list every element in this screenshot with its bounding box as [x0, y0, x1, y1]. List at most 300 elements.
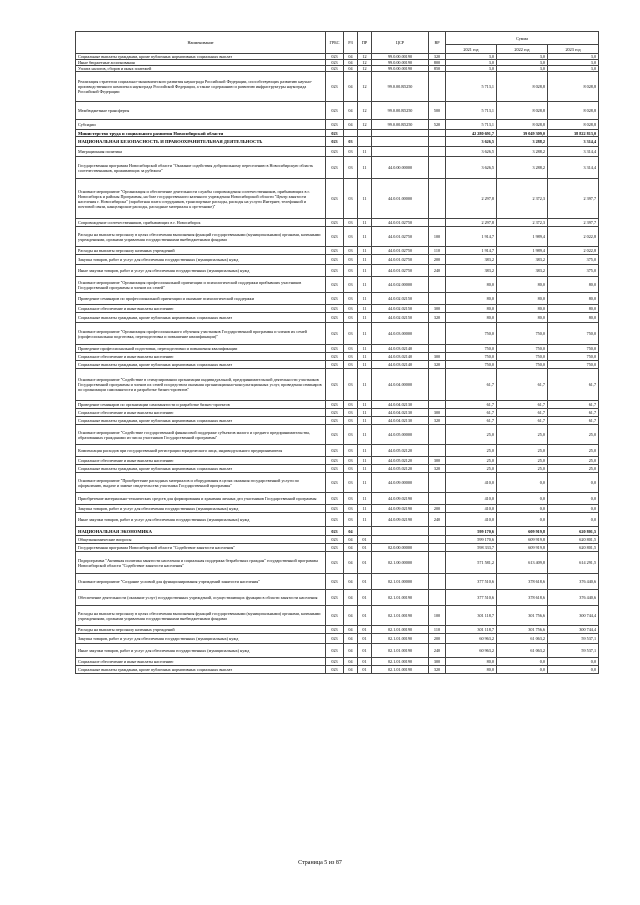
table-row: [76, 425, 599, 445]
pr-cell: 11: [358, 157, 372, 179]
value-2021: 410,0: [446, 493, 497, 505]
table-row: [76, 505, 599, 513]
row-name: Миграционная политика: [76, 147, 326, 157]
row-name: Расходы на выплаты персоналу в целях обеспечения выполнения функций государственными (муниципальными) органами, казенными учреждениями, органами управления государственными внебюджетными фондами: [76, 606, 326, 626]
vr-cell: [429, 323, 446, 345]
value-2022: 0,0: [497, 658, 548, 666]
value-2022: 8 028,8: [497, 102, 548, 120]
csr-cell: 02.0.00.00000: [372, 544, 429, 552]
row-name: Иные закупки товаров, работ и услуг для обеспечения государственных (муниципальных) нужд: [76, 644, 326, 658]
value-2022: 609 919,8: [497, 536, 548, 544]
grbs-cell: 023: [326, 179, 344, 219]
rz-cell: 04: [344, 626, 358, 634]
pr-cell: [358, 137, 372, 147]
vr-cell: 100: [429, 606, 446, 626]
row-name: Реализация стратегии социально-экономического развития наукограда Российской Федерации, способствующих развитию научно-производственного комплекса наукограда Российской Федерации, а также содержанию и развитию инфраструктуры наукограда Российской Федерации: [76, 72, 326, 102]
grbs-cell: 023: [326, 313, 344, 323]
csr-cell: 44.0.04.00000: [372, 369, 429, 401]
value-2022: 80,0: [497, 313, 548, 323]
row-name: Межбюджетные трансферты: [76, 102, 326, 120]
header-pr: ПР: [358, 32, 372, 54]
pr-cell: [358, 130, 372, 137]
value-2023: 61,7: [548, 401, 599, 409]
row-name: Обеспечение деятельности (оказание услуг) государственных учреждений, осуществляющих функции в области занятости населения: [76, 590, 326, 606]
csr-cell: 99.0.00.R5250: [372, 102, 429, 120]
grbs-cell: 023: [326, 590, 344, 606]
rz-cell: 03: [344, 445, 358, 457]
rz-cell: 04: [344, 544, 358, 552]
table-body: [76, 54, 599, 674]
grbs-cell: 023: [326, 527, 344, 536]
value-2022: 383,2: [497, 265, 548, 277]
csr-cell: 02.1.01.00190: [372, 590, 429, 606]
vr-cell: 240: [429, 513, 446, 527]
pr-cell: 12: [358, 72, 372, 102]
grbs-cell: 023: [326, 401, 344, 409]
row-name: Проведение семинаров по организации самозанятости и разработке бизнес-проектов: [76, 401, 326, 409]
value-2021: 301 118,7: [446, 626, 497, 634]
grbs-cell: 023: [326, 445, 344, 457]
row-name: Проведение семинаров по профессиональной ориентации и оказание психологической поддержки: [76, 293, 326, 305]
pr-cell: 01: [358, 666, 372, 674]
grbs-cell: 023: [326, 54, 344, 60]
grbs-cell: 023: [326, 305, 344, 313]
row-name: Государственная программа Новосибирской области "Содействие занятости населения": [76, 544, 326, 552]
table-row: [76, 247, 599, 255]
value-2021: 5 713,1: [446, 120, 497, 130]
value-2023: 376 440,6: [548, 590, 599, 606]
row-name: Компенсация расходов при государственной регистрации юридического лица, индивидуального предпринимателя: [76, 445, 326, 457]
rz-cell: 04: [344, 120, 358, 130]
pr-cell: 11: [358, 323, 372, 345]
value-2022: 61,7: [497, 417, 548, 425]
value-2023: 750,0: [548, 361, 599, 369]
value-2021: 80,0: [446, 277, 497, 293]
value-2021: 301 118,7: [446, 606, 497, 626]
value-2023: 0,0: [548, 666, 599, 674]
value-2022: 3,0: [497, 60, 548, 66]
pr-cell: 11: [358, 227, 372, 247]
vr-cell: 320: [429, 54, 446, 60]
value-2023: 61,7: [548, 417, 599, 425]
csr-cell: 02.1.01.00190: [372, 644, 429, 658]
value-2023: 3 314,4: [548, 157, 599, 179]
vr-cell: [429, 574, 446, 590]
csr-cell: 02.1.01.00190: [372, 634, 429, 644]
pr-cell: 11: [358, 409, 372, 417]
value-2022: 613 409,8: [497, 552, 548, 574]
pr-cell: 11: [358, 473, 372, 493]
pr-cell: 11: [358, 369, 372, 401]
pr-cell: 12: [358, 54, 372, 60]
row-name: Подпрограмма "Активная политика занятости населения и социальная поддержка безработных граждан" государственной программы Новосибирской области "Содействие занятости населения": [76, 552, 326, 574]
value-2021: 750,0: [446, 345, 497, 353]
table-row: [76, 255, 599, 265]
header-csr: ЦСР: [372, 32, 429, 54]
rz-cell: 03: [344, 313, 358, 323]
rz-cell: 03: [344, 219, 358, 227]
rz-cell: 03: [344, 255, 358, 265]
value-2021: 3 626,5: [446, 137, 497, 147]
vr-cell: [429, 445, 446, 457]
grbs-cell: 023: [326, 493, 344, 505]
grbs-cell: 023: [326, 505, 344, 513]
value-2022: 750,0: [497, 353, 548, 361]
value-2022: 1 989,4: [497, 247, 548, 255]
value-2021: 410,0: [446, 513, 497, 527]
pr-cell: 11: [358, 179, 372, 219]
value-2023: 614 291,5: [548, 552, 599, 574]
value-2022: 8 028,8: [497, 120, 548, 130]
grbs-cell: 023: [326, 473, 344, 493]
value-2023: 2 397,7: [548, 179, 599, 219]
row-name: Социальное обеспечение и иные выплаты населению: [76, 409, 326, 417]
rz-cell: 03: [344, 147, 358, 157]
table-row: [76, 527, 599, 536]
csr-cell: 44.0.09.00000: [372, 473, 429, 493]
rz-cell: 03: [344, 401, 358, 409]
row-name: Иные бюджетные ассигнования: [76, 60, 326, 66]
grbs-cell: 023: [326, 66, 344, 72]
grbs-cell: 023: [326, 361, 344, 369]
value-2023: 0,0: [548, 513, 599, 527]
rz-cell: 04: [344, 606, 358, 626]
row-name: Основное мероприятие "Содействие в стимулировании организации индивидуальной, предпринимательской деятельности участников Государственной программы и членов их семей посредством оказания организационно-консультационных услуг, проведения семинаров по организации самозанятости и разработке бизнес-проектов": [76, 369, 326, 401]
rz-cell: 04: [344, 527, 358, 536]
grbs-cell: 023: [326, 634, 344, 644]
vr-cell: 320: [429, 666, 446, 674]
pr-cell: 01: [358, 552, 372, 574]
grbs-cell: 023: [326, 147, 344, 157]
csr-cell: 44.0.01.00000: [372, 179, 429, 219]
pr-cell: 01: [358, 536, 372, 544]
grbs-cell: 023: [326, 323, 344, 345]
value-2022: 2 372,3: [497, 179, 548, 219]
csr-cell: [372, 130, 429, 137]
value-2023: 80,0: [548, 313, 599, 323]
pr-cell: 11: [358, 505, 372, 513]
rz-cell: 04: [344, 644, 358, 658]
pr-cell: 12: [358, 102, 372, 120]
csr-cell: 02.1.01.00000: [372, 574, 429, 590]
pr-cell: 11: [358, 247, 372, 255]
pr-cell: 01: [358, 544, 372, 552]
value-2023: 750,0: [548, 353, 599, 361]
vr-cell: [429, 590, 446, 606]
pr-cell: 12: [358, 60, 372, 66]
table-row: [76, 293, 599, 305]
table-row: [76, 72, 599, 102]
value-2022: 1 989,4: [497, 227, 548, 247]
vr-cell: 300: [429, 353, 446, 361]
vr-cell: 300: [429, 658, 446, 666]
pr-cell: 11: [358, 147, 372, 157]
rz-cell: 04: [344, 102, 358, 120]
vr-cell: 320: [429, 465, 446, 473]
value-2023: 750,0: [548, 345, 599, 353]
csr-cell: 44.0.03.00000: [372, 323, 429, 345]
rz-cell: 03: [344, 353, 358, 361]
value-2023: 80,0: [548, 277, 599, 293]
csr-cell: 44.0.05.02120: [372, 465, 429, 473]
value-2023: 59 537,1: [548, 634, 599, 644]
pr-cell: 11: [358, 219, 372, 227]
vr-cell: [429, 401, 446, 409]
value-2022: 301 756,6: [497, 606, 548, 626]
rz-cell: 03: [344, 425, 358, 445]
csr-cell: 44.0.01.02750: [372, 255, 429, 265]
value-2022: 3 288,2: [497, 157, 548, 179]
value-2023: 80,0: [548, 293, 599, 305]
value-2022: 61,7: [497, 409, 548, 417]
rz-cell: 03: [344, 369, 358, 401]
value-2021: 383,2: [446, 265, 497, 277]
value-2021: 61,7: [446, 417, 497, 425]
value-2023: 300 744,4: [548, 606, 599, 626]
value-2022: 25,0: [497, 425, 548, 445]
value-2023: 3,0: [548, 66, 599, 72]
csr-cell: 02.1.01.00190: [372, 606, 429, 626]
grbs-cell: 023: [326, 425, 344, 445]
grbs-cell: 023: [326, 457, 344, 465]
csr-cell: 02.1.01.00190: [372, 626, 429, 634]
rz-cell: 04: [344, 72, 358, 102]
csr-cell: [372, 527, 429, 536]
grbs-cell: 023: [326, 247, 344, 255]
csr-cell: 44.0.04.02130: [372, 401, 429, 409]
value-2021: 61,7: [446, 369, 497, 401]
value-2023: 375,0: [548, 265, 599, 277]
csr-cell: 44.0.09.02190: [372, 513, 429, 527]
value-2023: 61,7: [548, 409, 599, 417]
value-2023: 620 801,5: [548, 527, 599, 536]
grbs-cell: 023: [326, 227, 344, 247]
row-name: Закупка товаров, работ и услуг для обеспечения государственных (муниципальных) нужд: [76, 634, 326, 644]
value-2021: 61,7: [446, 409, 497, 417]
table-row: [76, 626, 599, 634]
vr-cell: 300: [429, 409, 446, 417]
rz-cell: 04: [344, 666, 358, 674]
vr-cell: [429, 527, 446, 536]
table-row: [76, 305, 599, 313]
value-2023: 0,0: [548, 473, 599, 493]
rz-cell: 04: [344, 60, 358, 66]
row-name: Приобретение материально-технических средств для формирования и хранения личных дел участников Государственной программы: [76, 493, 326, 505]
value-2023: 376 440,6: [548, 574, 599, 590]
grbs-cell: 023: [326, 606, 344, 626]
grbs-cell: 023: [326, 137, 344, 147]
value-2022: 609 919,8: [497, 544, 548, 552]
vr-cell: [429, 219, 446, 227]
value-2021: 599 170,6: [446, 527, 497, 536]
value-2022: 383,2: [497, 255, 548, 265]
row-name: Социальные выплаты гражданам, кроме публичных нормативных социальных выплат: [76, 54, 326, 60]
value-2021: 377 510,6: [446, 590, 497, 606]
vr-cell: [429, 72, 446, 102]
table-row: [76, 130, 599, 137]
pr-cell: 01: [358, 590, 372, 606]
page-number: Страница 5 из 87: [298, 860, 342, 866]
csr-cell: 02.1.01.00190: [372, 666, 429, 674]
value-2023: 2 022,8: [548, 247, 599, 255]
pr-cell: 11: [358, 401, 372, 409]
grbs-cell: 023: [326, 369, 344, 401]
value-2021: 410,0: [446, 473, 497, 493]
row-name: Социальное обеспечение и иные выплаты населению: [76, 353, 326, 361]
value-2023: 750,0: [548, 323, 599, 345]
table-row: [76, 353, 599, 361]
grbs-cell: 023: [326, 265, 344, 277]
csr-cell: 44.0.01.02750: [372, 247, 429, 255]
value-2021: 750,0: [446, 361, 497, 369]
value-2021: 25,0: [446, 465, 497, 473]
grbs-cell: 023: [326, 130, 344, 137]
pr-cell: 11: [358, 361, 372, 369]
table-row: [76, 666, 599, 674]
value-2021: 410,0: [446, 505, 497, 513]
pr-cell: 11: [358, 345, 372, 353]
pr-cell: 01: [358, 574, 372, 590]
value-2022: 609 919,8: [497, 527, 548, 536]
table-row: [76, 157, 599, 179]
grbs-cell: 023: [326, 277, 344, 293]
value-2023: 8 028,8: [548, 120, 599, 130]
value-2021: 80,0: [446, 313, 497, 323]
pr-cell: 11: [358, 255, 372, 265]
value-2022: 80,0: [497, 293, 548, 305]
header-year-2021: 2021 год: [446, 45, 497, 54]
value-2021: 3,0: [446, 60, 497, 66]
value-2022: 378 618,6: [497, 590, 548, 606]
value-2022: 378 618,6: [497, 574, 548, 590]
value-2023: 61,7: [548, 369, 599, 401]
vr-cell: 320: [429, 361, 446, 369]
table-row: [76, 457, 599, 465]
table-row: [76, 606, 599, 626]
csr-cell: 44.0.02.02150: [372, 313, 429, 323]
budget-table: [75, 31, 599, 674]
value-2021: 5 713,1: [446, 72, 497, 102]
value-2023: 59 537,1: [548, 644, 599, 658]
value-2021: 750,0: [446, 323, 497, 345]
row-name: Сопровождение соотечественников, прибывающих в г. Новосибирск: [76, 219, 326, 227]
table-row: [76, 544, 599, 552]
rz-cell: 03: [344, 323, 358, 345]
grbs-cell: 023: [326, 353, 344, 361]
table-row: [76, 345, 599, 353]
csr-cell: 44.0.02.02150: [372, 293, 429, 305]
rz-cell: 03: [344, 493, 358, 505]
table-row: [76, 445, 599, 457]
value-2023: 300 744,4: [548, 626, 599, 634]
vr-cell: 320: [429, 417, 446, 425]
pr-cell: 11: [358, 277, 372, 293]
value-2022: 0,0: [497, 505, 548, 513]
value-2023: 0,0: [548, 505, 599, 513]
csr-cell: 44.0.01.02750: [372, 265, 429, 277]
rz-cell: 03: [344, 473, 358, 493]
value-2022: 750,0: [497, 323, 548, 345]
value-2021: 42 280 691,7: [446, 130, 497, 137]
value-2022: 61,7: [497, 401, 548, 409]
vr-cell: 500: [429, 102, 446, 120]
grbs-cell: 023: [326, 552, 344, 574]
grbs-cell: 023: [326, 102, 344, 120]
csr-cell: 99.0.00.00190: [372, 60, 429, 66]
value-2023: 80,0: [548, 305, 599, 313]
value-2023: 3,0: [548, 60, 599, 66]
row-name: НАЦИОНАЛЬНАЯ БЕЗОПАСНОСТЬ И ПРАВООХРАНИТЕЛЬНАЯ ДЕЯТЕЛЬНОСТЬ: [76, 137, 326, 147]
pr-cell: 12: [358, 66, 372, 72]
pr-cell: 11: [358, 465, 372, 473]
table-row: [76, 227, 599, 247]
vr-cell: 320: [429, 313, 446, 323]
vr-cell: [429, 130, 446, 137]
value-2021: 5 713,1: [446, 102, 497, 120]
vr-cell: [429, 369, 446, 401]
row-name: Расходы на выплаты персоналу казенных учреждений: [76, 247, 326, 255]
value-2021: 599 170,6: [446, 536, 497, 544]
vr-cell: 100: [429, 227, 446, 247]
row-name: Социальные выплаты гражданам, кроме публичных нормативных социальных выплат: [76, 313, 326, 323]
value-2021: 3 626,5: [446, 157, 497, 179]
value-2021: 80,0: [446, 658, 497, 666]
row-name: НАЦИОНАЛЬНАЯ ЭКОНОМИКА: [76, 527, 326, 536]
table-row: [76, 313, 599, 323]
value-2022: 0,0: [497, 666, 548, 674]
value-2021: 571 581,2: [446, 552, 497, 574]
table-row: [76, 409, 599, 417]
grbs-cell: 023: [326, 465, 344, 473]
header-sum: Сумма: [446, 32, 599, 45]
table-row: [76, 634, 599, 644]
row-name: Иные закупки товаров, работ и услуг для обеспечения государственных (муниципальных) нужд: [76, 513, 326, 527]
value-2022: 3,0: [497, 54, 548, 60]
grbs-cell: 023: [326, 157, 344, 179]
value-2022: 80,0: [497, 277, 548, 293]
value-2021: 60 963,2: [446, 644, 497, 658]
row-name: Социальное обеспечение и иные выплаты населению: [76, 305, 326, 313]
csr-cell: 44.0.05.02120: [372, 445, 429, 457]
value-2021: 750,0: [446, 353, 497, 361]
vr-cell: [429, 147, 446, 157]
value-2023: 3 314,4: [548, 137, 599, 147]
vr-cell: [429, 473, 446, 493]
pr-cell: 01: [358, 644, 372, 658]
value-2023: 2 022,8: [548, 227, 599, 247]
row-name: Расходы на выплаты персоналу казенных учреждений: [76, 626, 326, 634]
header-year-2023: 2023 год: [548, 45, 599, 54]
rz-cell: 04: [344, 574, 358, 590]
value-2023: 38 822 813,0: [548, 130, 599, 137]
value-2021: 3,0: [446, 54, 497, 60]
pr-cell: 01: [358, 634, 372, 644]
grbs-cell: 023: [326, 536, 344, 544]
value-2021: 383,2: [446, 255, 497, 265]
value-2022: 750,0: [497, 345, 548, 353]
csr-cell: 99.0.00.R5250: [372, 72, 429, 102]
value-2023: 8 028,8: [548, 102, 599, 120]
row-name: Общеэкономические вопросы: [76, 536, 326, 544]
rz-cell: 03: [344, 465, 358, 473]
grbs-cell: 023: [326, 658, 344, 666]
vr-cell: 110: [429, 247, 446, 255]
csr-cell: 44.0.04.02130: [372, 417, 429, 425]
value-2023: 3,0: [548, 54, 599, 60]
vr-cell: [429, 157, 446, 179]
vr-cell: 110: [429, 626, 446, 634]
table-row: [76, 493, 599, 505]
